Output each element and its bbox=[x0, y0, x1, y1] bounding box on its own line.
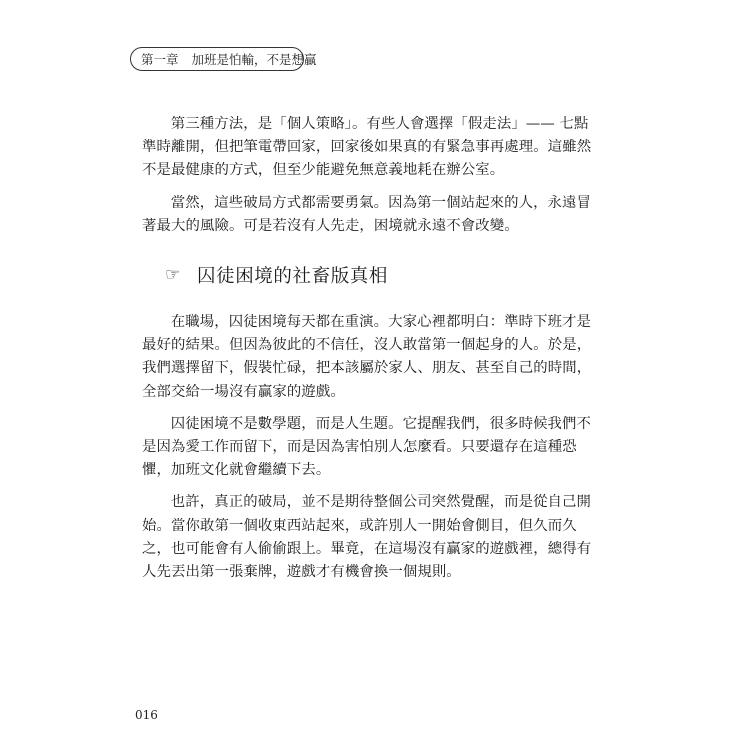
pointing-hand-icon: ☞ bbox=[165, 265, 181, 285]
section-heading-text: 囚徒困境的社畜版真相 bbox=[197, 266, 389, 287]
chapter-title: 加班是怕輸，不是想贏 bbox=[191, 52, 317, 67]
chapter-header bbox=[130, 47, 317, 71]
body-text-top bbox=[142, 113, 598, 238]
paragraph: 也許，真正的破局，並不是期待整個公司突然覺醒，而是從自己開始。當你敢第一個收東西站起來，或許別人一開始會側目，但久而久之，也可能會有人偷偷跟上。畢竟，在這場沒有贏家的遊戲裡，總得有人先丟出第一張棄牌，遊戲才有機會換一個規則。 bbox=[142, 494, 592, 581]
paragraph: 囚徒困境不是數學題，而是人生題。它提醒我們，很多時候我們不是因為愛工作而留下，而是因為害怕別人怎麼看。只要還存在這種恐懼，加班文化就會繼續下去。 bbox=[142, 415, 592, 479]
body-text-bottom bbox=[142, 311, 598, 584]
section-heading bbox=[165, 262, 388, 288]
paragraph: 在職場，囚徒困境每天都在重演。大家心裡都明白：準時下班才是最好的結果。但因為彼此的不信任，沒人敢當第一個起身的人。於是，我們選擇留下，假裝忙碌，把本該屬於家人、朋友、甚至自己的時間，全部交給一場沒有贏家的遊戲。 bbox=[142, 314, 592, 400]
page-number: 016 bbox=[135, 708, 158, 722]
paragraph: 第三種方法，是「個人策略」。有些人會選擇「假走法」—— 七點準時離開，但把筆電帶回家，回家後如果真的有緊急事再處理。這雖然不是最健康的方式，但至少能避免無意義地耗在辦公室。 bbox=[142, 116, 592, 179]
paragraph: 當然，這些破局方式都需要勇氣。因為第一個站起來的人，永遠冒著最大的風險。可是若沒有人先走，困境就永遠不會改變。 bbox=[142, 194, 592, 234]
chapter-label: 第一章 bbox=[141, 52, 179, 67]
